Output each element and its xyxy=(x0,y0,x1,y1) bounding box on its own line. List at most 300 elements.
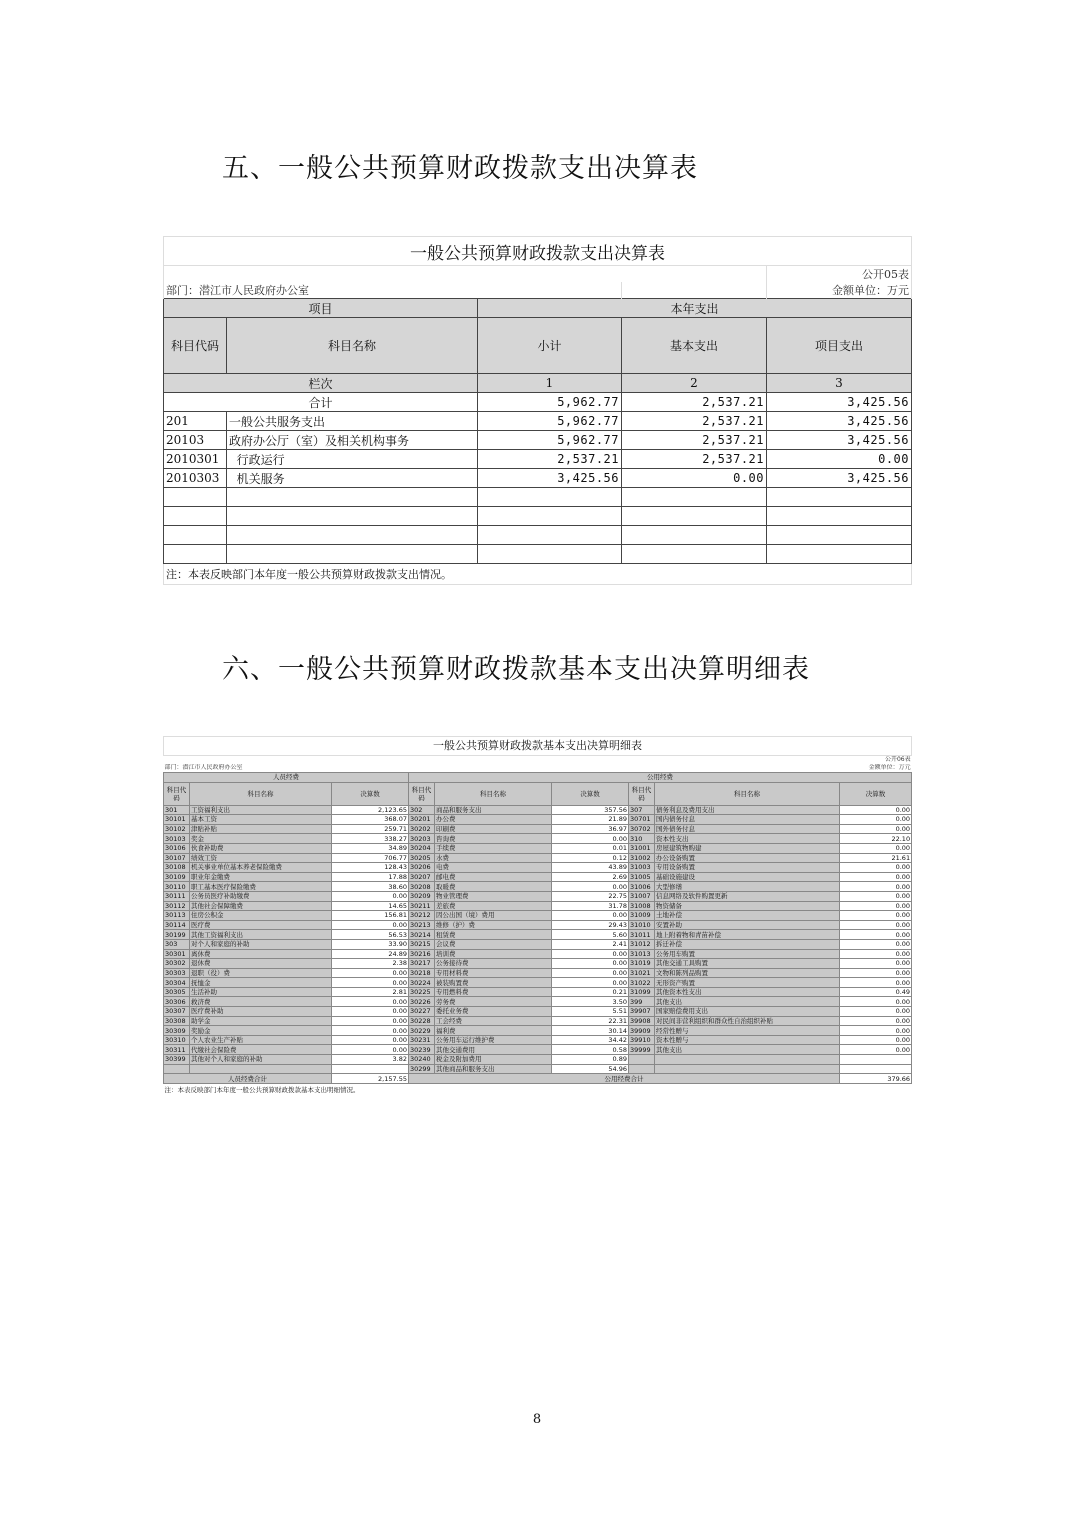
table-row xyxy=(164,920,912,930)
total-value: 3,425.56 xyxy=(767,393,912,412)
row-code xyxy=(629,1055,655,1065)
total-label: 合计 xyxy=(164,393,478,412)
row-code: 30205 xyxy=(409,853,435,863)
row-code: 31099 xyxy=(629,987,655,997)
row-code: 30218 xyxy=(409,968,435,978)
row-amount: 34.89 xyxy=(332,843,409,853)
row-amount: 0.00 xyxy=(332,978,409,988)
row-amount: 0.00 xyxy=(552,959,629,969)
row-index-label: 栏次 xyxy=(164,374,478,393)
row-code: 30240 xyxy=(409,1055,435,1065)
row-name: 税金及附加费用 xyxy=(435,1055,552,1065)
row-name: 印刷费 xyxy=(435,824,552,834)
row-name: 公务员医疗补助缴费 xyxy=(190,891,332,901)
row-code: 30208 xyxy=(409,882,435,892)
row-name: 伙食补助费 xyxy=(190,843,332,853)
row-amount: 14.65 xyxy=(332,901,409,911)
row-amount: 0.58 xyxy=(552,1045,629,1055)
row-amount: 0.00 xyxy=(840,843,912,853)
empty-row xyxy=(164,507,912,526)
row-name: 行政运行 xyxy=(227,450,478,469)
row-amount: 0.00 xyxy=(840,882,912,892)
row-code: 30110 xyxy=(164,882,190,892)
row-name: 助学金 xyxy=(190,1016,332,1026)
row-code: 30204 xyxy=(409,843,435,853)
row-name: 公务接待费 xyxy=(435,959,552,969)
row-code xyxy=(629,1064,655,1074)
row-amount: 0.21 xyxy=(552,987,629,997)
table-row xyxy=(164,843,912,853)
row-amount: 0.00 xyxy=(840,930,912,940)
row-amount: 0.01 xyxy=(552,843,629,853)
header-code: 科目代码 xyxy=(164,318,227,374)
row-code: 20103 xyxy=(164,431,227,450)
row-amount: 0.00 xyxy=(840,978,912,988)
row-value: 2,537.21 xyxy=(622,431,767,450)
row-code: 30199 xyxy=(164,930,190,940)
row-value: 0.00 xyxy=(622,469,767,488)
row-name: 机关服务 xyxy=(227,469,478,488)
row-name xyxy=(190,1064,332,1074)
row-name: 其他支出 xyxy=(655,997,840,1007)
row-name: 离休费 xyxy=(190,949,332,959)
row-code: 30301 xyxy=(164,949,190,959)
row-value: 2,537.21 xyxy=(622,412,767,431)
row-code: 30101 xyxy=(164,815,190,825)
row-name: 奖励金 xyxy=(190,1026,332,1036)
row-code: 2010303 xyxy=(164,469,227,488)
row-name: 职业年金缴费 xyxy=(190,872,332,882)
row-amount: 2.41 xyxy=(552,939,629,949)
row-name: 国家赔偿费用支出 xyxy=(655,1007,840,1017)
row-amount: 0.00 xyxy=(332,1045,409,1055)
row-amount: 54.96 xyxy=(552,1064,629,1074)
row-amount: 30.14 xyxy=(552,1026,629,1036)
table-row xyxy=(164,1055,912,1065)
row-name: 工资福利支出 xyxy=(190,805,332,815)
row-name: 专用设备购置 xyxy=(655,863,840,873)
table-row xyxy=(164,824,912,834)
row-code: 30308 xyxy=(164,1016,190,1026)
header-code: 科目代码 xyxy=(409,782,435,805)
row-amount: 0.00 xyxy=(840,824,912,834)
row-name: 维修（护）费 xyxy=(435,920,552,930)
row-name: 退职（役）费 xyxy=(190,968,332,978)
row-code: 31002 xyxy=(629,853,655,863)
row-code: 39908 xyxy=(629,1016,655,1026)
total-value: 2,537.21 xyxy=(622,393,767,412)
table-row xyxy=(164,1026,912,1036)
row-code: 30225 xyxy=(409,987,435,997)
row-name: 个人农业生产补贴 xyxy=(190,1035,332,1045)
table-code: 公开06表 xyxy=(884,756,911,763)
table-row xyxy=(164,834,912,844)
row-name: 差旅费 xyxy=(435,901,552,911)
table-row xyxy=(164,412,912,431)
row-value: 3,425.56 xyxy=(767,431,912,450)
row-code: 30307 xyxy=(164,1007,190,1017)
row-code: 30216 xyxy=(409,949,435,959)
row-name: 救济费 xyxy=(190,997,332,1007)
row-name: 租赁费 xyxy=(435,930,552,940)
row-value: 2,537.21 xyxy=(622,450,767,469)
row-name: 住房公积金 xyxy=(190,911,332,921)
row-code: 301 xyxy=(164,805,190,815)
col-index: 2 xyxy=(622,374,767,393)
row-name: 一般公共服务支出 xyxy=(227,412,478,431)
table-row xyxy=(164,901,912,911)
row-code: 30107 xyxy=(164,853,190,863)
row-amount: 338.27 xyxy=(332,834,409,844)
row-code: 302 xyxy=(409,805,435,815)
row-name: 邮电费 xyxy=(435,872,552,882)
header-subtotal: 小计 xyxy=(478,318,622,374)
table-row xyxy=(164,968,912,978)
header-amount: 决算数 xyxy=(332,782,409,805)
row-code: 31011 xyxy=(629,930,655,940)
row-amount: 0.00 xyxy=(552,834,629,844)
table-row xyxy=(164,930,912,940)
row-name: 办公设备购置 xyxy=(655,853,840,863)
row-code: 30106 xyxy=(164,843,190,853)
header-project-exp: 项目支出 xyxy=(767,318,912,374)
unit-label: 金额单位：万元 xyxy=(767,282,912,299)
row-name: 土地补偿 xyxy=(655,911,840,921)
row-name: 会议费 xyxy=(435,939,552,949)
row-amount: 2.38 xyxy=(332,959,409,969)
row-name: 国外债务付息 xyxy=(655,824,840,834)
table-row xyxy=(164,1045,912,1055)
table-row xyxy=(164,882,912,892)
row-amount: 0.00 xyxy=(552,978,629,988)
section6-heading: 六、一般公共预算财政拨款基本支出决算明细表 xyxy=(222,654,810,685)
row-amount: 21.61 xyxy=(840,853,912,863)
row-name: 咨询费 xyxy=(435,834,552,844)
row-code: 30207 xyxy=(409,872,435,882)
row-code: 30108 xyxy=(164,863,190,873)
row-amount: 0.89 xyxy=(552,1055,629,1065)
row-amount: 34.42 xyxy=(552,1035,629,1045)
row-amount: 31.78 xyxy=(552,901,629,911)
row-amount: 36.97 xyxy=(552,824,629,834)
row-name: 物资储备 xyxy=(655,901,840,911)
row-amount: 43.89 xyxy=(552,863,629,873)
public-total-label: 公用经费合计 xyxy=(409,1074,840,1084)
row-code: 30226 xyxy=(409,997,435,1007)
row-name: 公务用车运行维护费 xyxy=(435,1035,552,1045)
row-name: 其他支出 xyxy=(655,1045,840,1055)
header-amount: 决算数 xyxy=(840,782,912,805)
row-name: 福利费 xyxy=(435,1026,552,1036)
row-amount: 0.00 xyxy=(840,872,912,882)
row-amount: 0.00 xyxy=(840,805,912,815)
page-number: 8 xyxy=(532,1412,542,1427)
row-name: 工会经费 xyxy=(435,1016,552,1026)
row-name: 其他对个人和家庭的补助 xyxy=(190,1055,332,1065)
row-amount: 5.51 xyxy=(552,1007,629,1017)
row-amount: 0.00 xyxy=(332,997,409,1007)
row-code: 30211 xyxy=(409,901,435,911)
row-amount: 0.00 xyxy=(840,939,912,949)
row-code: 30302 xyxy=(164,959,190,969)
table-row xyxy=(164,1007,912,1017)
row-amount: 0.00 xyxy=(552,968,629,978)
row-name: 文物和陈列品购置 xyxy=(655,968,840,978)
row-name: 经常性赠与 xyxy=(655,1026,840,1036)
row-code: 31021 xyxy=(629,968,655,978)
row-name: 医疗费补助 xyxy=(190,1007,332,1017)
row-amount: 357.56 xyxy=(552,805,629,815)
row-code: 31010 xyxy=(629,920,655,930)
total-value: 5,962.77 xyxy=(478,393,622,412)
row-name: 被装购置费 xyxy=(435,978,552,988)
row-name xyxy=(655,1064,840,1074)
row-code: 30213 xyxy=(409,920,435,930)
header-basic: 基本支出 xyxy=(622,318,767,374)
row-amount: 0.00 xyxy=(552,911,629,921)
row-name: 地上附着物和青苗补偿 xyxy=(655,930,840,940)
row-code: 30214 xyxy=(409,930,435,940)
row-name: 商品和服务支出 xyxy=(435,805,552,815)
row-code: 30701 xyxy=(629,815,655,825)
table-row xyxy=(164,987,912,997)
header-personnel: 人员经费 xyxy=(164,773,409,783)
row-code: 30231 xyxy=(409,1035,435,1045)
header-project: 项目 xyxy=(164,299,478,318)
row-amount: 38.60 xyxy=(332,882,409,892)
table-row xyxy=(164,805,912,815)
row-code: 30229 xyxy=(409,1026,435,1036)
row-name: 职工基本医疗保险缴费 xyxy=(190,882,332,892)
row-amount: 0.00 xyxy=(840,1026,912,1036)
public-total-value: 379.66 xyxy=(840,1074,912,1084)
section5-heading: 五、一般公共预算财政拨款支出决算表 xyxy=(222,153,698,184)
row-code: 310 xyxy=(629,834,655,844)
table-row xyxy=(164,815,912,825)
row-value: 5,962.77 xyxy=(478,412,622,431)
row-amount xyxy=(332,1064,409,1074)
table-note: 注：本表反映部门本年度一般公共预算财政拨款支出情况。 xyxy=(164,564,912,585)
row-name: 培训费 xyxy=(435,949,552,959)
table-row xyxy=(164,891,912,901)
row-value: 3,425.56 xyxy=(478,469,622,488)
row-amount: 0.00 xyxy=(840,949,912,959)
row-amount: 3.50 xyxy=(552,997,629,1007)
table-row xyxy=(164,997,912,1007)
row-name: 安置补助 xyxy=(655,920,840,930)
row-amount: 0.00 xyxy=(332,1035,409,1045)
row-code: 39910 xyxy=(629,1035,655,1045)
row-amount: 0.00 xyxy=(332,1026,409,1036)
header-code: 科目代码 xyxy=(629,782,655,805)
table-title: 一般公共预算财政拨款支出决算表 xyxy=(164,237,912,266)
row-amount: 0.00 xyxy=(840,968,912,978)
row-code: 31001 xyxy=(629,843,655,853)
row-amount: 21.89 xyxy=(552,815,629,825)
row-amount: 0.00 xyxy=(552,949,629,959)
row-code: 30228 xyxy=(409,1016,435,1026)
row-amount: 2.69 xyxy=(552,872,629,882)
row-code: 30206 xyxy=(409,863,435,873)
col-index: 3 xyxy=(767,374,912,393)
row-value: 3,425.56 xyxy=(767,469,912,488)
row-name: 抚恤金 xyxy=(190,978,332,988)
row-name: 大型修缮 xyxy=(655,882,840,892)
row-code: 31003 xyxy=(629,863,655,873)
row-name: 对个人和家庭的补助 xyxy=(190,939,332,949)
table-row xyxy=(164,911,912,921)
row-name: 专用燃料费 xyxy=(435,987,552,997)
row-code: 30305 xyxy=(164,987,190,997)
row-amount: 22.31 xyxy=(552,1016,629,1026)
row-code: 30299 xyxy=(409,1064,435,1074)
row-name: 国内债务付息 xyxy=(655,815,840,825)
row-name: 拆迁补偿 xyxy=(655,939,840,949)
row-code: 30309 xyxy=(164,1026,190,1036)
row-name: 基础设施建设 xyxy=(655,872,840,882)
table-row xyxy=(164,1064,912,1074)
row-name: 对民间非营利组织和群众性自治组织补贴 xyxy=(655,1016,840,1026)
row-name: 信息网络及软件购置更新 xyxy=(655,891,840,901)
empty-row xyxy=(164,526,912,545)
row-name: 绩效工资 xyxy=(190,853,332,863)
row-amount: 0.00 xyxy=(332,891,409,901)
row-amount: 259.71 xyxy=(332,824,409,834)
general-budget-expenditure-table xyxy=(163,236,912,585)
unit-label: 金额单位：万元 xyxy=(868,764,911,771)
row-amount xyxy=(840,1064,912,1074)
row-amount: 368.07 xyxy=(332,815,409,825)
row-code: 30217 xyxy=(409,959,435,969)
row-name: 公务用车购置 xyxy=(655,949,840,959)
row-name: 政府办公厅（室）及相关机构事务 xyxy=(227,431,478,450)
row-code: 30304 xyxy=(164,978,190,988)
header-name: 科目名称 xyxy=(190,782,332,805)
table-row xyxy=(164,863,912,873)
row-code: 30114 xyxy=(164,920,190,930)
col-index: 1 xyxy=(478,374,622,393)
row-amount: 156.81 xyxy=(332,911,409,921)
row-amount: 0.00 xyxy=(840,1007,912,1017)
row-value: 0.00 xyxy=(767,450,912,469)
row-amount: 0.00 xyxy=(840,901,912,911)
table-row xyxy=(164,853,912,863)
row-amount: 0.00 xyxy=(840,911,912,921)
empty-row xyxy=(164,545,912,564)
row-code: 30310 xyxy=(164,1035,190,1045)
table-code: 公开05表 xyxy=(767,266,912,283)
row-name: 其他资本性支出 xyxy=(655,987,840,997)
department-label: 部门：潜江市人民政府办公室 xyxy=(164,764,243,771)
row-code: 30201 xyxy=(409,815,435,825)
row-amount: 0.00 xyxy=(840,997,912,1007)
row-amount: 0.00 xyxy=(840,891,912,901)
row-amount: 29.43 xyxy=(552,920,629,930)
row-code: 30239 xyxy=(409,1045,435,1055)
row-code: 303 xyxy=(164,939,190,949)
row-name: 办公费 xyxy=(435,815,552,825)
row-code: 399 xyxy=(629,997,655,1007)
table-title: 一般公共预算财政拨款基本支出决算明细表 xyxy=(164,737,912,756)
row-name: 医疗费 xyxy=(190,920,332,930)
table-row xyxy=(164,469,912,488)
row-amount: 0.49 xyxy=(840,987,912,997)
table-note: 注：本表反映部门本年度一般公共预算财政拨款基本支出明细情况。 xyxy=(164,1085,360,1094)
row-name: 津贴补贴 xyxy=(190,824,332,834)
row-name: 基本工资 xyxy=(190,815,332,825)
row-amount: 0.00 xyxy=(332,968,409,978)
row-code: 31022 xyxy=(629,978,655,988)
row-code: 2010301 xyxy=(164,450,227,469)
row-code: 201 xyxy=(164,412,227,431)
row-amount: 0.00 xyxy=(552,882,629,892)
row-amount: 5.60 xyxy=(552,930,629,940)
row-code: 39907 xyxy=(629,1007,655,1017)
row-code: 31013 xyxy=(629,949,655,959)
row-name: 手续费 xyxy=(435,843,552,853)
row-code: 30103 xyxy=(164,834,190,844)
row-name: 其他工资福利支出 xyxy=(190,930,332,940)
row-name: 劳务费 xyxy=(435,997,552,1007)
row-name: 电费 xyxy=(435,863,552,873)
row-name: 退休费 xyxy=(190,959,332,969)
row-name: 其他交通费用 xyxy=(435,1045,552,1055)
basic-expenditure-detail-table xyxy=(163,736,912,1096)
row-code: 30109 xyxy=(164,872,190,882)
row-amount: 2,123.65 xyxy=(332,805,409,815)
row-name: 无形资产购置 xyxy=(655,978,840,988)
row-name: 因公出国（境）费用 xyxy=(435,911,552,921)
row-code: 31019 xyxy=(629,959,655,969)
row-name: 其他交通工具购置 xyxy=(655,959,840,969)
row-name: 生活补助 xyxy=(190,987,332,997)
row-code: 39909 xyxy=(629,1026,655,1036)
row-code: 39999 xyxy=(629,1045,655,1055)
table-row xyxy=(164,939,912,949)
row-amount: 0.00 xyxy=(332,1016,409,1026)
row-name: 代缴社会保险费 xyxy=(190,1045,332,1055)
row-amount: 33.90 xyxy=(332,939,409,949)
row-code: 30227 xyxy=(409,1007,435,1017)
header-public: 公用经费 xyxy=(409,773,912,783)
row-code: 31005 xyxy=(629,872,655,882)
row-amount: 0.00 xyxy=(332,920,409,930)
row-name xyxy=(655,1055,840,1065)
row-amount: 24.89 xyxy=(332,949,409,959)
row-name: 委托业务费 xyxy=(435,1007,552,1017)
header-code: 科目代码 xyxy=(164,782,190,805)
row-code: 30113 xyxy=(164,911,190,921)
row-amount xyxy=(840,1055,912,1065)
header-expense: 本年支出 xyxy=(478,299,912,318)
row-amount: 3.82 xyxy=(332,1055,409,1065)
row-amount: 0.00 xyxy=(332,1007,409,1017)
row-amount: 128.43 xyxy=(332,863,409,873)
row-code: 31012 xyxy=(629,939,655,949)
row-value: 5,962.77 xyxy=(478,431,622,450)
row-name: 水费 xyxy=(435,853,552,863)
row-amount: 22.75 xyxy=(552,891,629,901)
table-row xyxy=(164,872,912,882)
row-amount: 56.53 xyxy=(332,930,409,940)
table-row xyxy=(164,450,912,469)
row-code: 31006 xyxy=(629,882,655,892)
row-name: 物业管理费 xyxy=(435,891,552,901)
table-row xyxy=(164,978,912,988)
row-code: 31007 xyxy=(629,891,655,901)
row-value: 2,537.21 xyxy=(478,450,622,469)
row-value: 3,425.56 xyxy=(767,412,912,431)
